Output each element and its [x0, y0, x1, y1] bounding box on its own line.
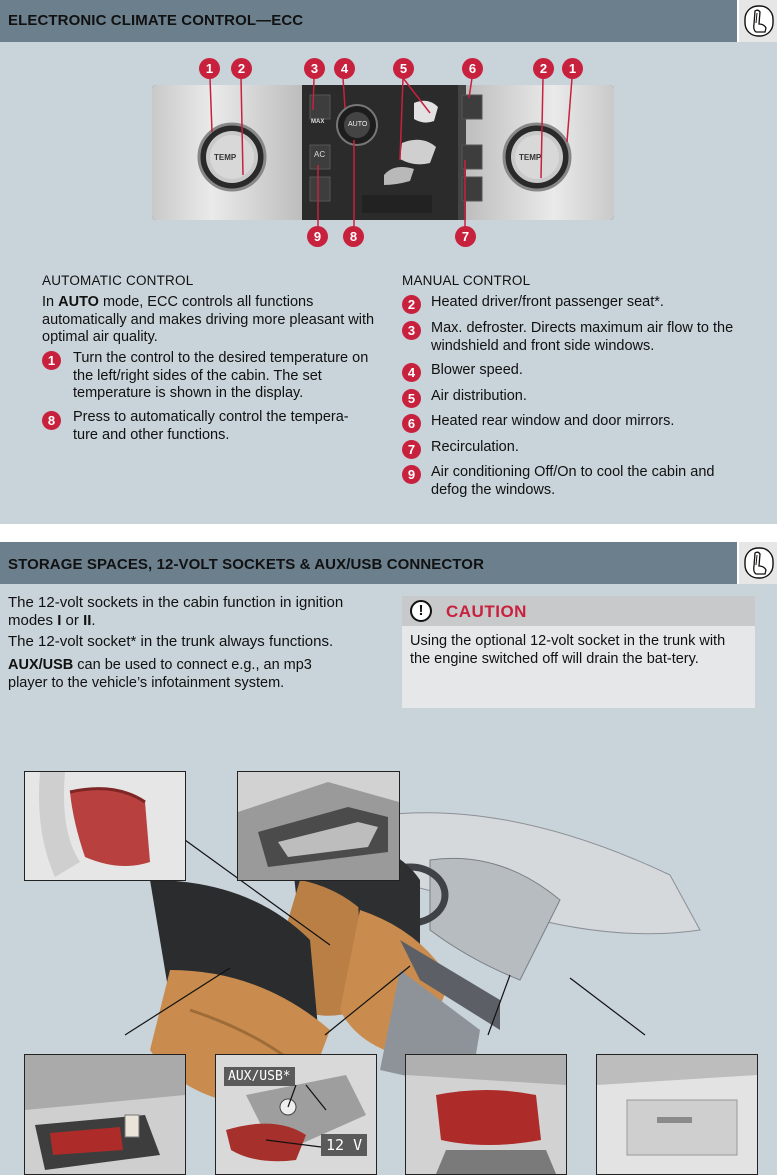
auto-label: AUTO: [348, 121, 368, 128]
intro-bold-auto: AUTO: [58, 294, 99, 310]
manual-item-2-text: Heated driver/front passenger seat*.: [431, 294, 664, 310]
section-title: ELECTRONIC CLIMATE CONTROL—ECC: [8, 12, 304, 29]
climate-control-section: [0, 0, 777, 524]
auto-item-1-text: Turn the control to the desired temperature on the left/right sides of the cabin. The set temperature is shown in the display.: [73, 350, 369, 401]
temp-label-right: TEMP: [519, 153, 542, 162]
warning-icon: !: [410, 600, 432, 622]
manual-item-3-num: 3: [402, 321, 421, 340]
manual-item-6-num: 6: [402, 414, 421, 433]
ac-label: AC: [314, 150, 326, 159]
manual-item-9-text: Air conditioning Off/On to cool the cabin and defog the windows.: [431, 464, 715, 498]
callout-3: 3: [304, 58, 325, 79]
callout-9: 9: [307, 226, 328, 247]
thumbnail-glovebox: [596, 1054, 758, 1175]
door-pocket-image: [238, 772, 399, 880]
ignition-paragraph: [8, 594, 383, 630]
caution-text: Using the optional 12-volt socket in the trunk with the engine switched off will drain the bat-tery.: [410, 633, 726, 667]
thumbnail-armrest-storage: [24, 1054, 186, 1175]
manual-item-7-num: 7: [402, 440, 421, 459]
manual-item-2-num: 2: [402, 295, 421, 314]
manual-item-4-num: 4: [402, 363, 421, 382]
intro-post: mode, ECC controls all functions automatically and makes driving more pleasant with optimal air quality.: [42, 294, 375, 345]
callout-2-right: 2: [533, 58, 554, 79]
caution-title: CAUTION: [446, 602, 527, 621]
manual-item-6-text: Heated rear window and door mirrors.: [431, 413, 675, 429]
seat-icon: [744, 547, 774, 579]
aux-bold: AUX/USB: [8, 657, 74, 673]
caution-box: [402, 596, 755, 708]
seat-storage-image: [406, 1055, 566, 1174]
manual-item-5-num: 5: [402, 389, 421, 408]
thumbnail-door-pocket: [237, 771, 400, 881]
mode-ii: II: [83, 612, 92, 629]
mode-i: I: [57, 612, 62, 629]
manual-control-heading: MANUAL CONTROL: [402, 273, 531, 288]
callout-1-right: 1: [562, 58, 583, 79]
section-title: STORAGE SPACES, 12-VOLT SOCKETS & AUX/USB CONNECTOR: [8, 556, 484, 573]
12v-label: 12 V: [321, 1134, 367, 1156]
automatic-control-heading: AUTOMATIC CONTROL: [42, 273, 194, 288]
armrest-image: [25, 1055, 185, 1174]
aux-paragraph: [8, 657, 348, 692]
caution-header: [402, 596, 755, 626]
p1-post: .: [91, 612, 96, 629]
aux-rest: can be used to connect e.g., an mp3 player to the vehicle’s infotainment system.: [8, 657, 312, 691]
manual-item-5-text: Air distribution.: [431, 388, 527, 404]
callout-2-left: 2: [231, 58, 252, 79]
callout-1-left: 1: [199, 58, 220, 79]
automatic-intro: [42, 294, 377, 347]
glovebox-image: [597, 1055, 757, 1174]
auto-item-1-num: 1: [42, 351, 61, 370]
manual-item-9-num: 9: [402, 465, 421, 484]
max-label: MAX: [311, 119, 325, 125]
aux-usb-label: AUX/USB*: [224, 1067, 295, 1086]
temp-label-left: TEMP: [214, 153, 237, 162]
intro-pre: In: [42, 294, 59, 310]
p1-pre: The 12-volt sockets in the cabin function in ignition modes: [8, 594, 344, 629]
manual-item-3-text: Max. defroster. Directs maximum air flow to the windshield and front side windows.: [431, 320, 734, 354]
callout-8: 8: [343, 226, 364, 247]
leader-lines: [0, 0, 777, 260]
manual-item-7-text: Recirculation.: [431, 439, 519, 455]
callout-7: 7: [455, 226, 476, 247]
seat-pocket-image: [25, 772, 185, 880]
trunk-paragraph: The 12-volt socket* in the trunk always functions.: [8, 633, 334, 650]
auto-item-2-text: Press to automatically control the tempera-ture and other functions.: [73, 409, 349, 443]
callout-5: 5: [393, 58, 414, 79]
thumbnail-seat-pocket: [24, 771, 186, 881]
auto-item-2-num: 8: [42, 411, 61, 430]
callout-4: 4: [334, 58, 355, 79]
thumbnail-seat-storage: [405, 1054, 567, 1175]
section-header: [0, 542, 777, 584]
manual-item-4-text: Blower speed.: [431, 362, 523, 378]
thumbnail-aux-usb-12v: [215, 1054, 377, 1175]
seat-icon-box: [737, 542, 777, 584]
callout-6: 6: [462, 58, 483, 79]
p1-mid: or: [61, 612, 84, 629]
